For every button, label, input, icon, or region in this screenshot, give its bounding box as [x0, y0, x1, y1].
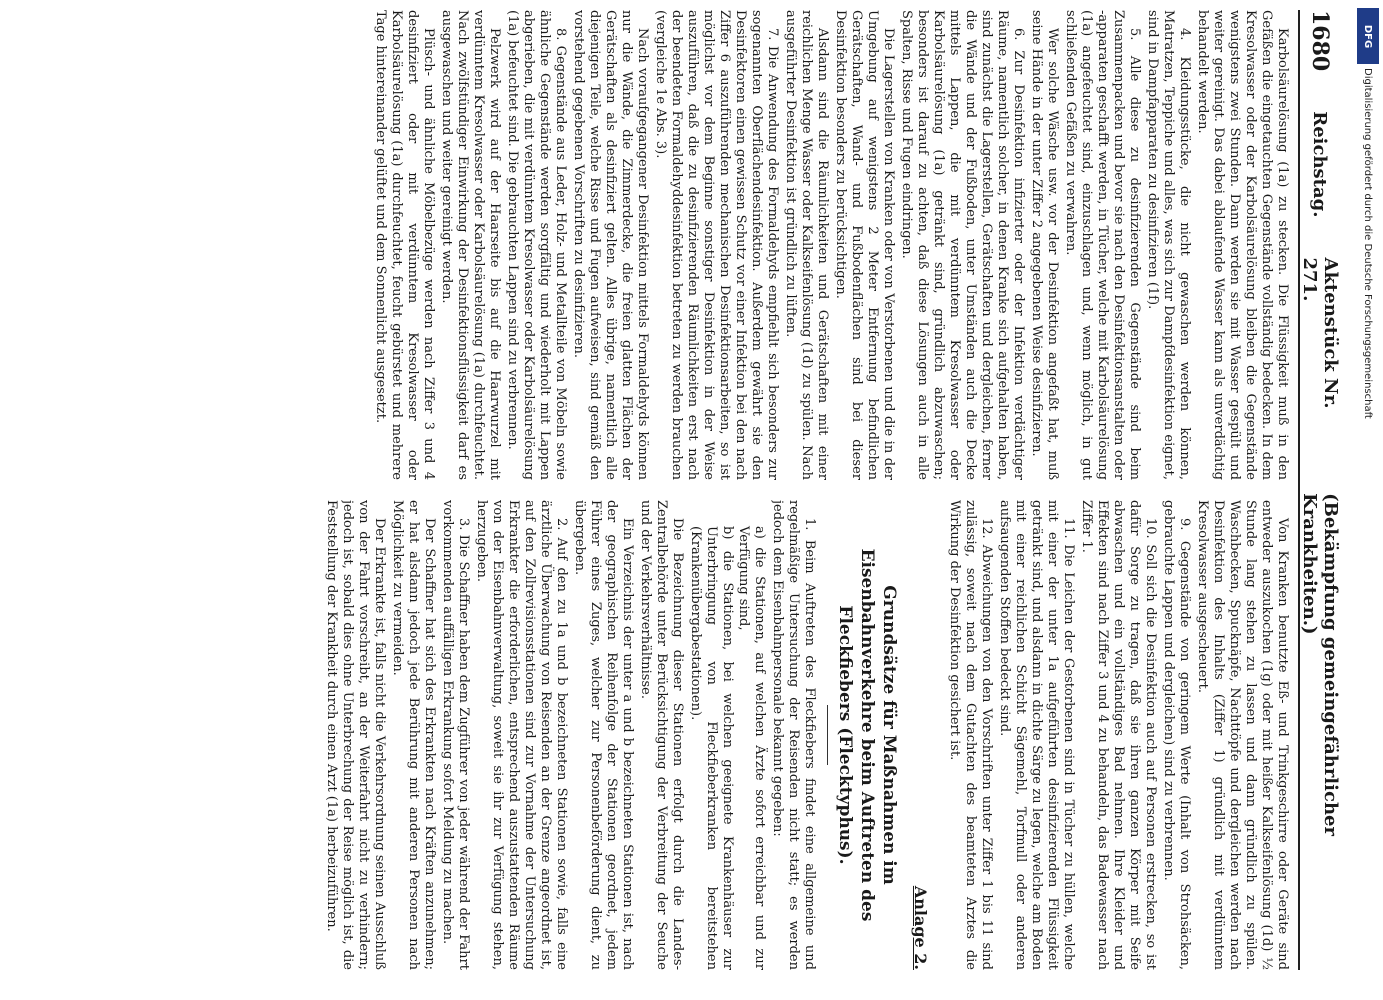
- digitization-sidebar: [1357, 8, 1379, 998]
- paragraph: 5. Alle diese zu desinfizierenden Gegenstände sind beim Zusammenpacken und bevor sie nach den Desinfektionsanstalten oder -apparaten geschafft werden, in Tücher, welche mit Karbolsäurelösung (1a) angefeuchtet sind, einzuschlagen und, wenn möglich, in gut schließenden Gefäßen zu verwahren.: [1063, 10, 1142, 480]
- dfg-logo: DFG: [1357, 8, 1379, 64]
- paragraph: Wer solche Wäsche usw. vor der Desinfektion angefaßt hat, muß seine Hände in der unter Ziffer 2 angegebenen Weise desinfizieren.: [1029, 10, 1060, 480]
- paragraph: Alsdann sind die Räumlichkeiten und Gerätschaften mit einer reichlichen Menge Wasser oder Kalkseifenlösung (1d) zu spülen. Nach ausgeführter Desinfektion ist gründlich zu lüften.: [783, 10, 830, 480]
- paragraph: 7. Die Anwendung des Formaldehyds empfiehlt sich besonders zur sogenannten Oberflächendesinfektion. Außerdem gewährt sie den Desinfektoren einen gewissen Schutz vor einer Infektion bei den nach Ziffer 6 auszuführenden mechanischen Desinfektionsarbeiten, so ist möglichst vor dem Beginne sonstiger Desinfektion in der Weise auszuführen, daß die zu desinfizierenden Räumlichkeiten erst nach der beendeten Formaldehyddesinfektion betreten zu werden brauchen (vergleiche 1e Abs. 3).: [653, 10, 780, 480]
- station-list: [687, 500, 767, 970]
- paragraph: Karbolsäurelösung (1a) zu stecken. Die Flüssigkeit muß in den Gefäßen die eingetauchten Gegenstände vollständig bedecken. In dem Kresolwasser oder der Karbolsäurelösung bleiben die Gegenstände wenigstens zwei Stunden. Dann werden sie mit Wasser gespült und weiter gereinigt. Das dabei ablaufende Wasser kann als unverdächtig behandelt werden.: [1195, 10, 1290, 480]
- paragraph: Von Kranken benutzte Eß- und Trinkgeschirre oder Geräte sind entweder auszukochen (1g) oder mit heißer Kalkseifenlösung (1d) ½ Stunde lang stehen zu lassen und dann gründlich zu spülen. Waschbecken, Spucknäpfe, Nachttöpfe und dergleichen werden nach Desinfektion des Inhalts (Ziffer 1) gründlich mit verdünntem Kresolwasser ausgescheuert.: [1195, 500, 1290, 970]
- left-column: [50, 10, 1290, 480]
- paragraph: Nach voraufgegangener Desinfektion mittels Formaldehyds können nur die Wände, die Zimmerdecke, die freien glatten Flächen der Gerätschaften als desinfiziert gelten. Alles übrige, namentlich alle diejenigen Teile, welche Risse und Fugen aufweisen, sind gemäß den vorstehend gegebenen Vorschriften zu desinfizieren.: [571, 10, 650, 480]
- page-header: [1298, 10, 1340, 970]
- divider: [827, 705, 828, 765]
- paragraph: 9. Gegenstände von geringem Werte (Inhalt von Strohsäcken, gebrauchte Lappen und dergleichen) sind zu verbrennen.: [1161, 500, 1192, 970]
- paragraph: 10. Soll sich die Desinfektion auch auf Personen erstrecken, so ist dafür Sorge zu tragen, daß sie ihren ganzen Körper mit Seife abwaschen und ein vollständiges Bad nehmen. Ihre Kleider und Effekten sind nach Ziffer 3 und 4 zu behandeln, das Badewasser nach Ziffer 1.: [1079, 500, 1158, 970]
- paragraph: 6. Zur Desinfektion infizierter oder der Infektion verdächtiger Räume, namentlich solcher, in denen Kranke sich aufgehalten haben, sind zunächst die Lagerstellen, Gerätschaften und dergleichen, ferner die Wände und der Fußboden, unter Umständen auch die Decke mittels Lappen, die mit verdünntem Kresolwasser oder Karbolsäurelösung (1a) getränkt sind, gründlich abzuwaschen; besonders ist darauf zu achten, daß diese Lösungen auch in alle Spalten, Risse und Fugen eindringen.: [899, 10, 1026, 480]
- document-page: [40, 0, 1370, 1000]
- paragraph: 12. Abweichungen von den Vorschriften unter Ziffer 1 bis 11 sind zulässig, soweit nach dem Gutachten des beamteten Arztes die Wirkung der Desinfektion gesichert ist.: [947, 500, 994, 970]
- page-number: 1680: [1307, 10, 1333, 72]
- header-left: Reichstag.: [1309, 111, 1331, 218]
- paragraph: Die Lagerstellen von Kranken oder von Verstorbenen und die in der Umgebung auf wenigstens 2 Meter Entfernung befindlichen Gerätschaften, Wand- und Fußbodenflächen sind bei dieser Desinfektion besonders zu berücksichtigen.: [833, 10, 896, 480]
- list-item: b) die Stationen, bei welchen geeignete Krankenhäuser zur Unterbringung von Fleckfieberkranken bereitstehen (Krankenübergabestationen).: [688, 526, 735, 970]
- appendix-title: Grundsätze für Maßnahmen im Eisenbahnverkehre beim Auftreten des Fleckfiebers (Flecktyphus).: [835, 548, 899, 922]
- paragraph: 1. Beim Auftreten des Fleckfiebers findet eine allgemeine und regelmäßige Untersuchung der Reisenden nicht statt; es werden jedoch dem Eisenbahnpersonale bekannt gegeben:: [770, 500, 817, 970]
- paragraph: 11. Die Leichen der Gestorbenen sind in Tücher zu hüllen, welche mit einer der unter 1a aufgeführten desinfizierenden Flüssigkeit getränkt sind, und alsdann in dichte Särge zu legen, welche am Boden mit einer reichlichen Schicht Sägemehl, Torfmull oder anderen aufsaugenden Stoffen bedeckt sind.: [997, 500, 1076, 970]
- digitization-note: Digitalisierung gefördert durch die Deutsche Forschungsgemeinschaft: [1362, 68, 1373, 419]
- header-center: Aktenstück Nr. 271.: [1299, 257, 1341, 409]
- paragraph: 4. Kleidungsstücke, die nicht gewaschen werden können, Matratzen, Teppiche und alles, was sich zur Dampfdesinfektion eignet, sind in Dampfapparaten zu desinfizieren (1f).: [1145, 10, 1192, 480]
- paragraph: Plüsch- und ähnliche Möbelbezüge werden nach Ziffer 3 und 4 desinfiziert oder mit verdünntem Kresolwasser oder Karbolsäurelösung (1a) durchfeuchtet, feucht gebürstet und mehrere Tage hintereinander gelüftet und dem Sonnenlicht ausgesetzt.: [373, 10, 436, 480]
- paragraph: Der Erkrankte ist, falls nicht die Verkehrsordnung seinen Ausschluß von der Fahrt vorschreibt, an der Weiterfahrt nicht zu verhindern; jedoch ist, sobald dies ohne Unterbrechung der Reise möglich ist, die Feststellung der Krankheit durch einen Arzt (1a) herbeizuführen.: [324, 500, 387, 970]
- paragraph: Der Schaffner hat sich des Erkrankten nach Kräften anzunehmen; er hat alsdann jedoch jede Berührung mit anderen Personen nach Möglichkeit zu vermeiden.: [390, 500, 437, 970]
- paragraph: Pelzwerk wird auf der Haarseite bis auf die Haarwurzel mit verdünntem Kresolwasser oder Karbolsäurelösung (1a) durchfeuchtet. Nach zwölfstündiger Einwirkung der Desinfektionsflüssigkeit darf es ausgewaschen und weiter gereinigt werden.: [439, 10, 502, 480]
- header-right: (Bekämpfung gemeingefährlicher Krankheiten.): [1299, 493, 1341, 836]
- paragraph: Die Bezeichnung dieser Stationen erfolgt durch die Landes-Zentralbehörde unter Berücksichtigung der Verbreitung der Seuche und der Verkehrsverhältnisse.: [638, 500, 685, 970]
- paragraph: Ein Verzeichnis der unter a und b bezeichneten Stationen ist, nach der geographischen Reihenfolge der Stationen geordnet, jedem Führer eines Zuges, welcher zur Personenbeförderung dient, zu übergeben.: [572, 500, 635, 970]
- paragraph: 2. Auf den zu 1a und b bezeichneten Stationen sowie, falls eine ärztliche Überwachung von Reisenden an der Grenze angeordnet ist, auf den Zollrevisionsstationen sind zur Vornahme der Untersuchung Erkrankter die erforderlichen, entsprechend auszustattenden Räume von der Eisenbahnverwaltung, soweit sie ihr zur Verfügung stehen, herzugeben.: [474, 500, 569, 970]
- list-item: a) die Stationen, auf welchen Ärzte sofort erreichbar und zur Verfügung sind,: [736, 526, 767, 970]
- paragraph: 8. Gegenstände aus Leder, Holz- und Metallteile von Möbeln sowie ähnliche Gegenstände werden sorgfältig und wiederholt mit Lappen abgerieben, die mit verdünntem Kresolwasser oder Karbolsäurelösung (1a) befeuchtet sind. Die gebrauchten Lappen sind zu verbrennen.: [505, 10, 568, 480]
- text-columns: [50, 10, 1290, 970]
- right-column: [50, 500, 1290, 970]
- appendix-label: Anlage 2.: [911, 885, 930, 970]
- paragraph: 3. Die Schaffner haben dem Zugführer von jeder während der Fahrt vorkommenden auffälligen Erkrankung sofort Meldung zu machen.: [440, 500, 471, 970]
